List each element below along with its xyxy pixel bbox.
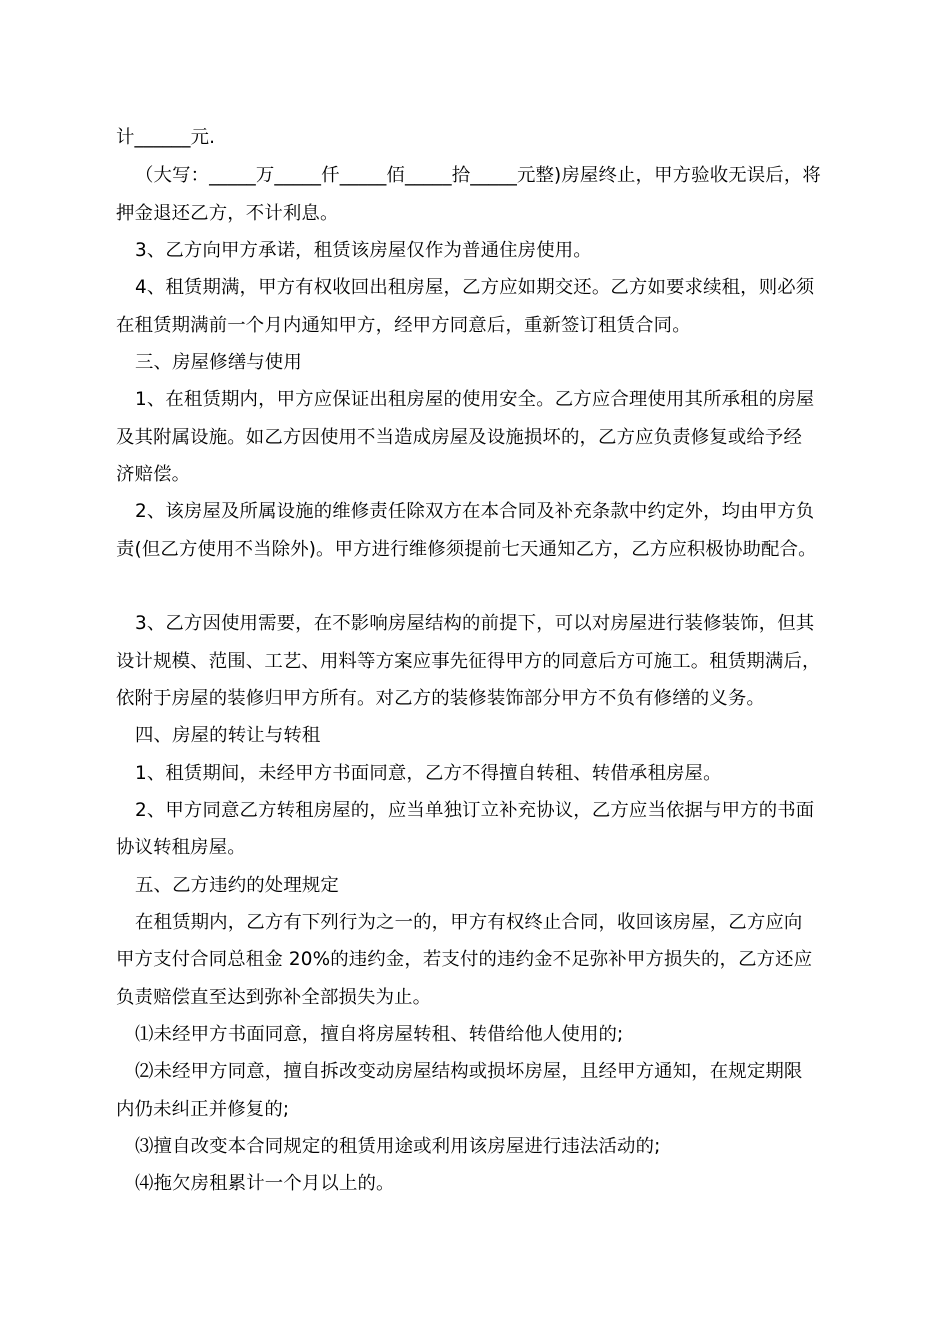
text-line: 3、乙方因使用需要，在不影响房屋结构的前提下，可以对房屋进行装修装饰，但其	[135, 613, 815, 634]
text-line: 负责赔偿直至达到弥补全部损失为止。	[116, 987, 432, 1008]
text-line: 2、该房屋及所属设施的维修责任除双方在本合同及补充条款中约定外，均由甲方负	[135, 501, 815, 522]
text-line: 押金退还乙方，不计利息。	[116, 203, 339, 224]
text-line: 3、乙方向甲方承诺，租赁该房屋仅作为普通住房使用。	[135, 240, 592, 261]
text-line: 4、租赁期满，甲方有权收回出租房屋，乙方应如期交还。乙方如要求续租，则必须	[135, 277, 815, 298]
text-line: 计______元.	[116, 127, 216, 148]
text-line: 协议转租房屋。	[116, 837, 246, 858]
text-line: 在租赁期内，乙方有下列行为之一的，甲方有权终止合同，收回该房屋，乙方应向	[135, 912, 803, 933]
text-line: 责(但乙方使用不当除外)。甲方进行维修须提前七天通知乙方，乙方应积极协助配合。	[116, 539, 817, 560]
text-line: 设计规模、范围、工艺、用料等方案应事先征得甲方的同意后方可施工。租赁期满后，	[116, 651, 821, 672]
section-heading: 三、房屋修缮与使用	[135, 352, 302, 373]
text-line: 在租赁期满前一个月内通知甲方，经甲方同意后，重新签订租赁合同。	[116, 315, 691, 336]
text-line: 1、租赁期间，未经甲方书面同意，乙方不得擅自转租、转借承租房屋。	[135, 763, 722, 784]
text-line: （大写：_____万_____仟_____佰_____拾_____元整)房屋终止，甲方验收无误后，将	[135, 165, 821, 186]
text-line: 及其附属设施。如乙方因使用不当造成房屋及设施损坏的，乙方应负责修复或给予经	[116, 427, 803, 448]
section-heading: 五、乙方违约的处理规定	[135, 875, 339, 896]
text-line: 1、在租赁期内，甲方应保证出租房屋的使用安全。乙方应合理使用其所承租的房屋	[135, 389, 815, 410]
list-item: ⑶擅自改变本合同规定的租赁用途或利用该房屋进行违法活动的;	[135, 1136, 661, 1157]
text-line: 甲方支付合同总租金 20%的违约金，若支付的违约金不足弥补甲方损失的，乙方还应	[116, 949, 813, 970]
text-line: 内仍未纠正并修复的;	[116, 1099, 290, 1120]
list-item: ⑴未经甲方书面同意，擅自将房屋转租、转借给他人使用的;	[135, 1024, 624, 1045]
list-item: ⑷拖欠房租累计一个月以上的。	[135, 1173, 395, 1194]
text-line: 济赔偿。	[116, 464, 191, 485]
text-line: 2、甲方同意乙方转租房屋的，应当单独订立补充协议，乙方应当依据与甲方的书面	[135, 800, 815, 821]
text-line: 依附于房屋的装修归甲方所有。对乙方的装修装饰部分甲方不负有修缮的义务。	[116, 688, 765, 709]
list-item: ⑵未经甲方同意，擅自拆改变动房屋结构或损坏房屋，且经甲方通知，在规定期限	[135, 1061, 803, 1082]
section-heading: 四、房屋的转让与转租	[135, 725, 321, 746]
